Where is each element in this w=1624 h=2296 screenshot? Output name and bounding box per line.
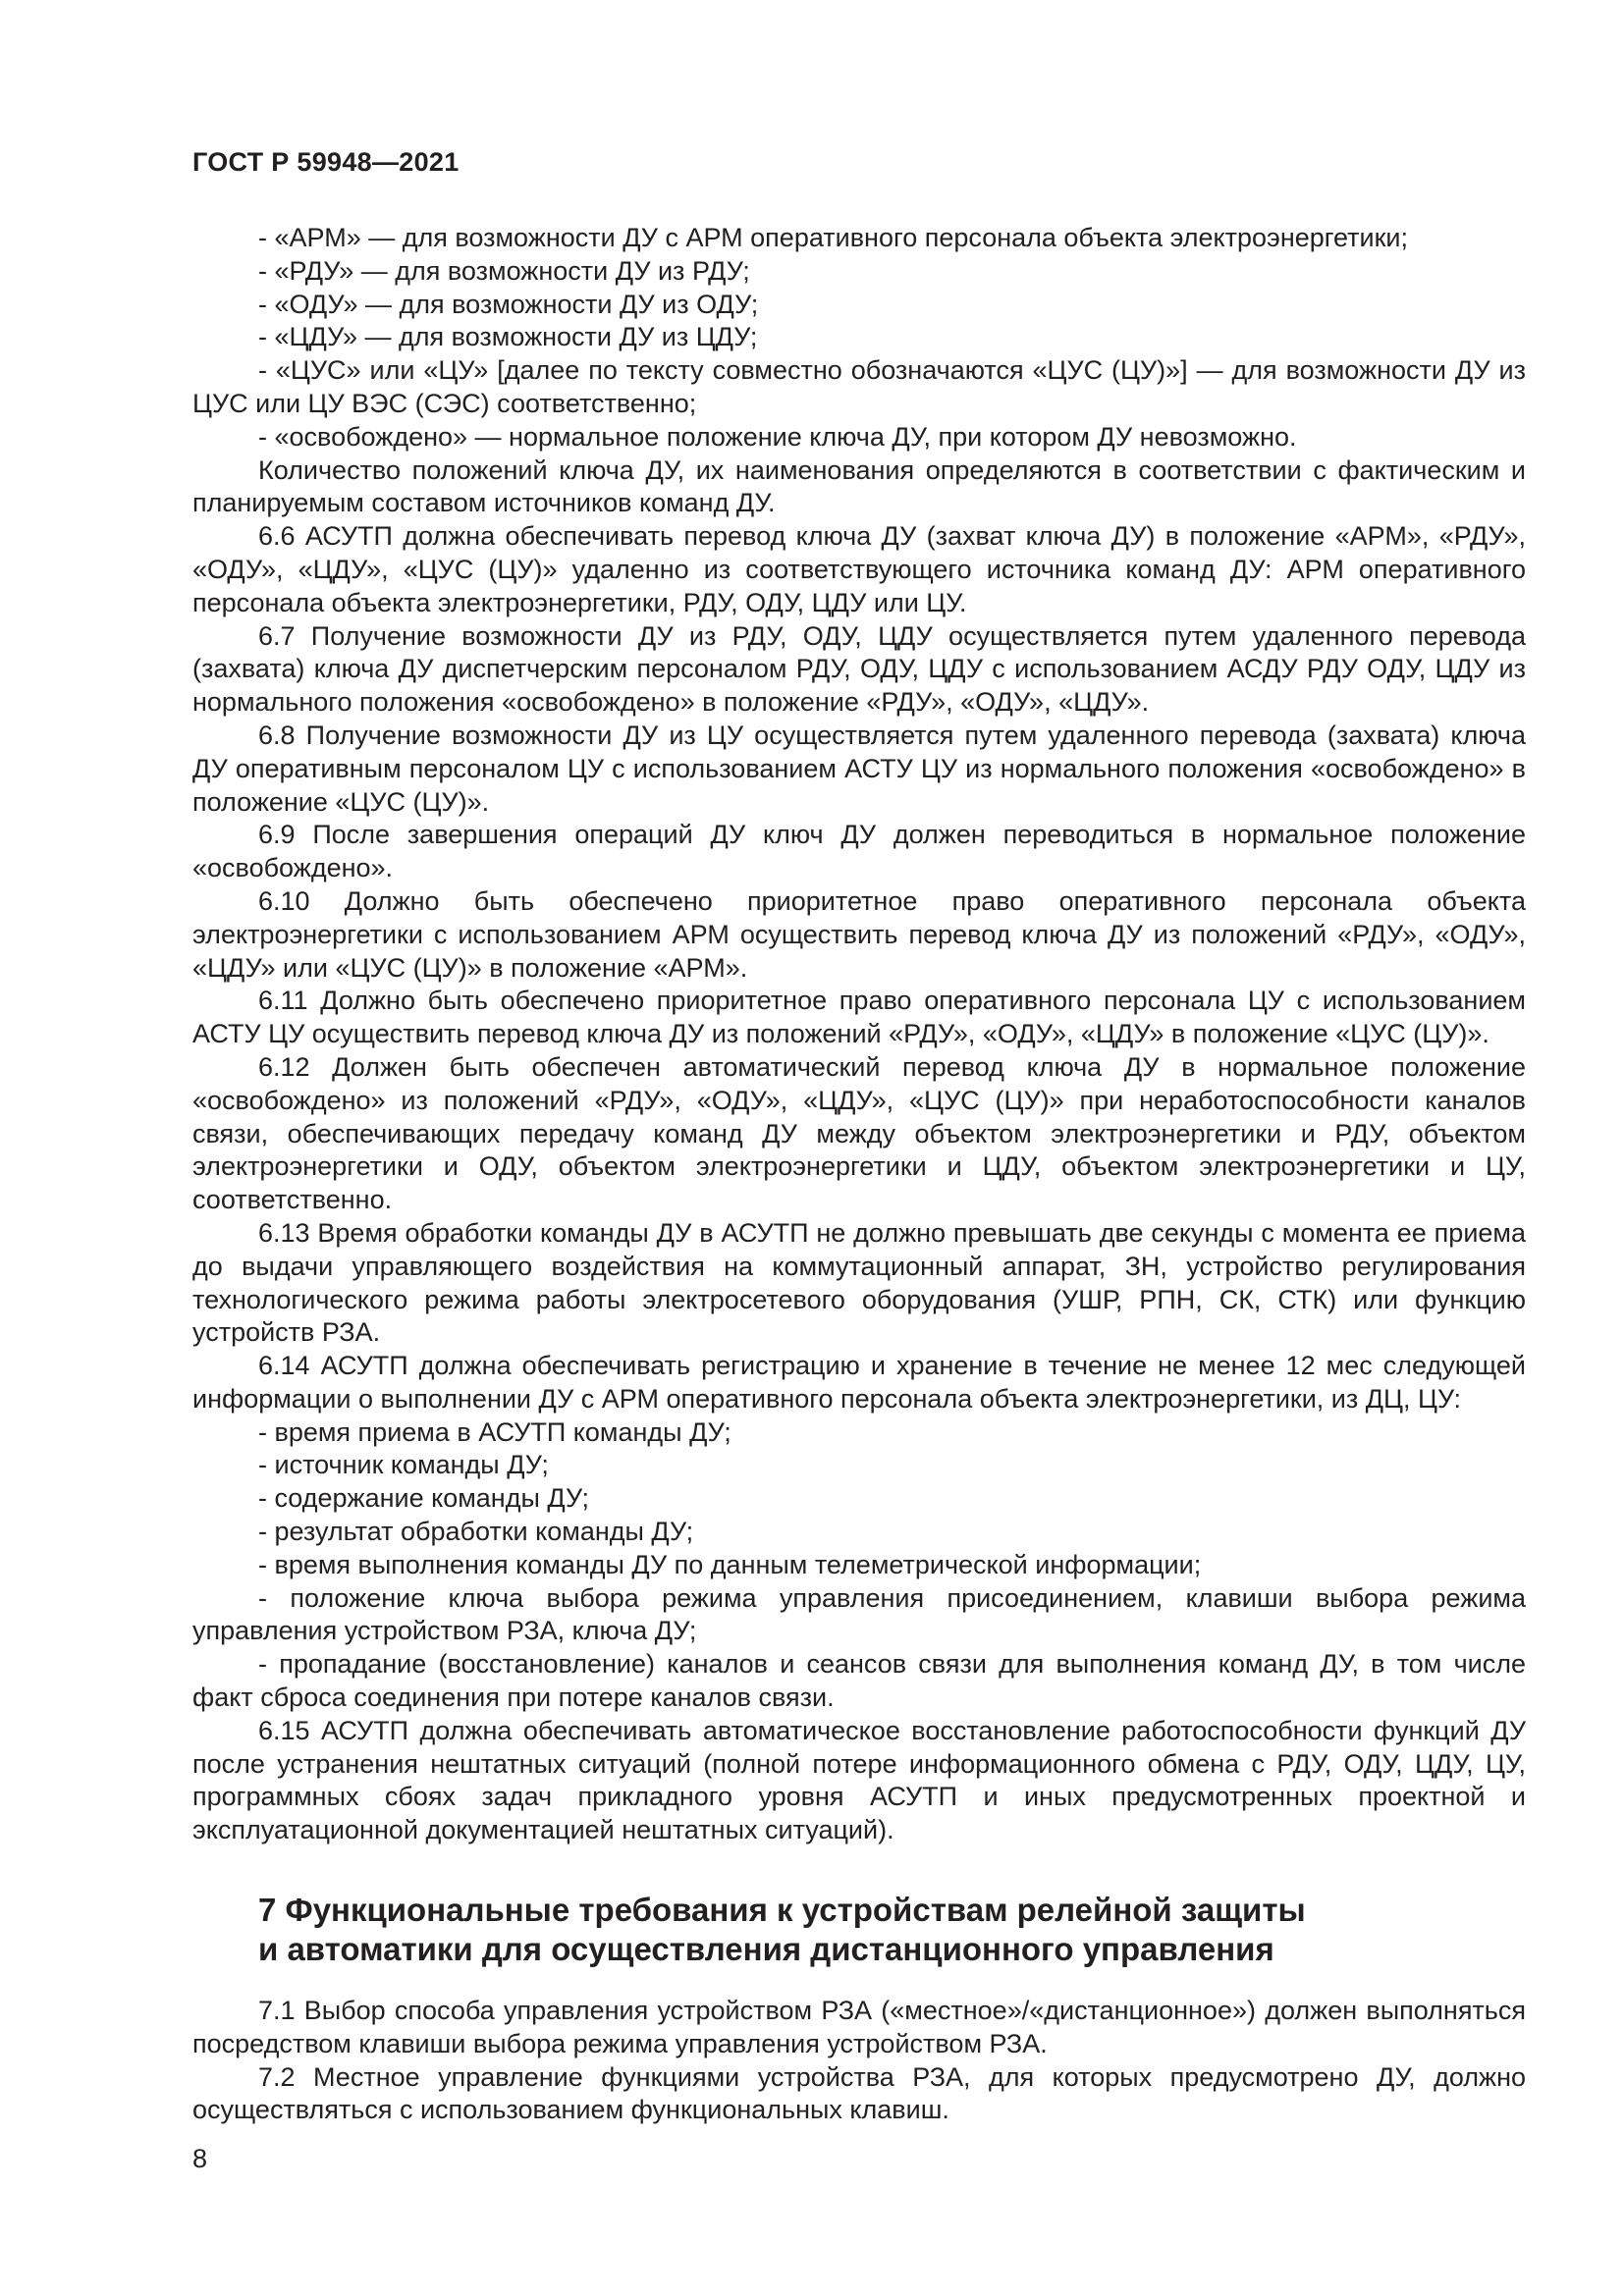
list-item: - результат обработки команды ДУ; [258,1517,694,1547]
list-item: - «АРМ» — для возможности ДУ с АРМ оперативного персонала объекта электроэнергетики; [258,223,1408,252]
paragraph: Количество положений ключа ДУ, их наименования определяются в соответствии с фактическим и планируемым составом источников команд ДУ. [192,454,1526,518]
list-item: - содержание команды ДУ; [258,1483,590,1514]
list-item: - время приема в АСУТП команды ДУ; [258,1416,731,1447]
page-number: 8 [192,2144,208,2173]
list-item: - пропадание (восстановление) каналов и сеансов связи для выполнения команд ДУ, в том числе факт сброса соединения при потере каналов связи. [192,1649,1526,1713]
list-item: - «ЦДУ» — для возможности ДУ из ЦДУ; [258,322,758,352]
clause-6-10: 6.10 Должно быть обеспечено приоритетное право оперативного персонала объекта электроэнергетики с использованием АРМ осуществить перевод ключа ДУ из положений «РДУ», «ОДУ», «ЦДУ» или «ЦУС (ЦУ)» в положение «АРМ». [192,885,1526,983]
list-item: - источник команды ДУ; [258,1450,549,1480]
section-7-heading-line-2: и автоматики для осуществления дистанционного управления [258,1931,1274,1968]
section-7-heading-line-1: 7 Функциональные требования к устройствам релейной защиты [258,1892,1306,1929]
list-item: - «ОДУ» — для возможности ДУ из ОДУ; [258,289,759,319]
list-item: - «ЦУС» или «ЦУ» [далее по тексту совместно обозначаются «ЦУС (ЦУ)»] — для возможности ДУ из ЦУС или ЦУ ВЭС (СЭС) соответственно; [192,355,1526,418]
clause-6-13: 6.13 Время обработки команды ДУ в АСУТП не должно превышать две секунды с момента ее приема до выдачи управляющего воздействия на коммутационный аппарат, ЗН, устройство регулирования технологического режима работы электросетевого оборудования (УШР, РПН, СК, СТК) или функцию устройств РЗА. [192,1217,1526,1348]
list-item: - положение ключа выбора режима управления присоединением, клавиши выбора режима управления устройством РЗА, ключа ДУ; [192,1582,1526,1646]
clause-6-14: 6.14 АСУТП должна обеспечивать регистрацию и хранение в течение не менее 12 мес следующей информации о выполнении ДУ с АРМ оперативного персонала объекта электроэнергетики, из ДЦ, ЦУ: [192,1351,1526,1414]
list-item: - «освобождено» — нормальное положение ключа ДУ, при котором ДУ невозможно. [258,421,1297,452]
section-7-heading [258,1891,1526,1969]
clause-7-2: 7.2 Местное управление функциями устройства РЗА, для которых предусмотрено ДУ, должно осуществляться с использованием функциональных клавиш. [192,2061,1526,2125]
clause-6-8: 6.8 Получение возможности ДУ из ЦУ осуществляется путем удаленного перевода (захвата) ключа ДУ оперативным персоналом ЦУ с использованием АСТУ ЦУ из нормального положения «освобождено» в положение «ЦУС (ЦУ)». [192,720,1526,817]
clause-6-15: 6.15 АСУТП должна обеспечивать автоматическое восстановление работоспособности функций ДУ после устранения нештатных ситуаций (полной потере информационного обмена с РДУ, ОДУ, ЦДУ, ЦУ, программных сбоях задач прикладного уровня АСУТП и иных предусмотренных проектной и эксплуатационной документацией нештатных ситуаций). [192,1715,1526,1845]
clause-6-7: 6.7 Получение возможности ДУ из РДУ, ОДУ, ЦДУ осуществляется путем удаленного перевода (захвата) ключа ДУ диспетчерским персоналом РДУ, ОДУ, ЦДУ с использованием АСДУ РДУ ОДУ, ЦДУ из нормального положения «освобождено» в положение «РДУ», «ОДУ», «ЦДУ». [192,620,1526,718]
clause-6-12: 6.12 Должен быть обеспечен автоматический перевод ключа ДУ в нормальное положение «освобождено» из положений «РДУ», «ОДУ», «ЦДУ», «ЦУС (ЦУ)» при неработоспособности каналов связи, обеспечивающих передачу команд ДУ между объектом электроэнергетики и РДУ, объектом электроэнергетики и ОДУ, объектом электроэнергетики и ЦДУ, объектом электроэнергетики и ЦУ, соответственно. [192,1051,1526,1215]
clause-6-6: 6.6 АСУТП должна обеспечивать перевод ключа ДУ (захват ключа ДУ) в положение «АРМ», «РДУ», «ОДУ», «ЦДУ», «ЦУС (ЦУ)» удаленно из соответствующего источника команд ДУ: АРМ оперативного персонала объекта электроэнергетики, РДУ, ОДУ, ЦДУ или ЦУ. [192,521,1526,617]
list-item: - «РДУ» — для возможности ДУ из РДУ; [258,255,750,286]
document-header: ГОСТ Р 59948—2021 [192,147,460,177]
clause-7-1: 7.1 Выбор способа управления устройством РЗА («местное»/«дистанционное») должен выполняться посредством клавиши выбора режима управления устройством РЗА. [192,1996,1526,2058]
document-body [192,222,1526,2127]
list-item: - время выполнения команды ДУ по данным телеметрической информации; [258,1549,1202,1579]
clause-6-11: 6.11 Должно быть обеспечено приоритетное право оперативного персонала ЦУ с использованием АСТУ ЦУ осуществить перевод ключа ДУ из положений «РДУ», «ОДУ», «ЦДУ» в положение «ЦУС (ЦУ)». [192,986,1526,1049]
clause-6-9: 6.9 После завершения операций ДУ ключ ДУ должен переводиться в нормальное положение «освобождено». [192,820,1526,883]
